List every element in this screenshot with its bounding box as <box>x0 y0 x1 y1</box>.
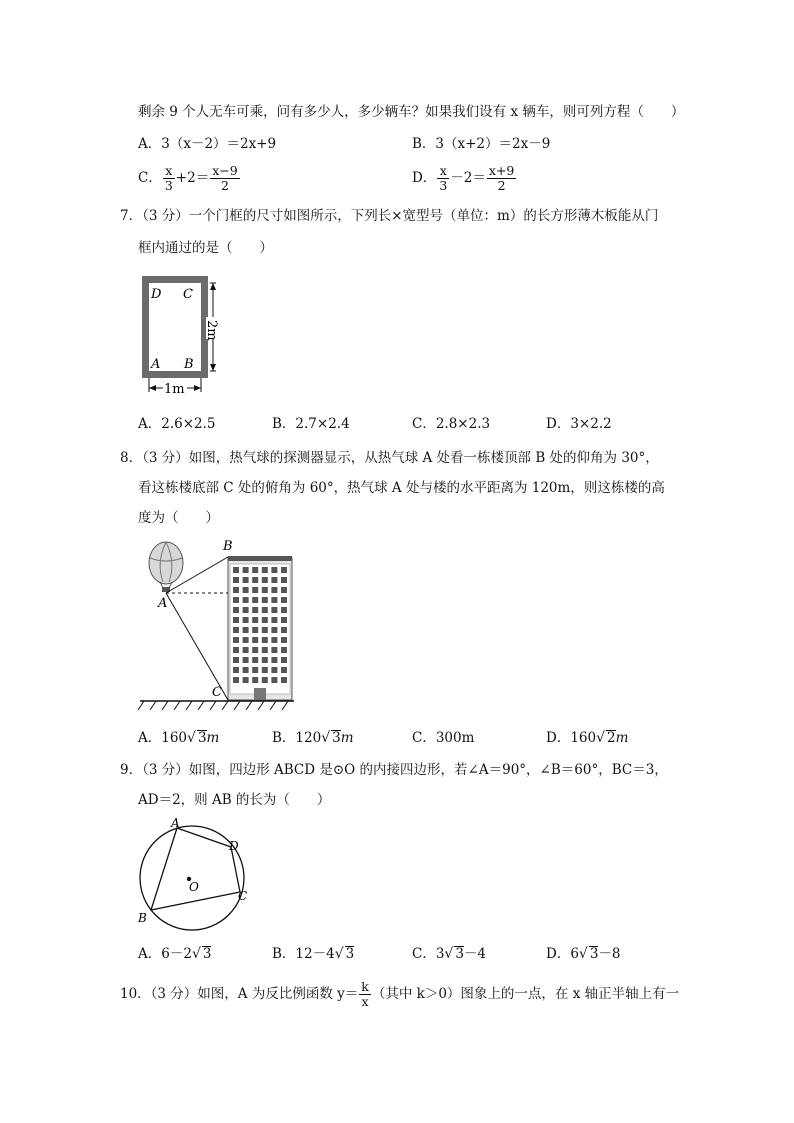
q10-line1 <box>120 980 679 1009</box>
q10-text-post: （其中 k＞0）图象上的一点，在 x 轴正半轴上有一 <box>371 986 680 1002</box>
window <box>243 567 249 573</box>
window <box>233 577 239 583</box>
window <box>233 657 239 663</box>
window <box>243 667 249 673</box>
vertex-d-label: D <box>229 839 239 853</box>
window <box>281 587 287 593</box>
radical-icon: √ <box>578 946 588 962</box>
radicand: 3 <box>455 946 464 962</box>
q6-option-d-label: D． <box>412 170 437 186</box>
unit: m <box>615 730 629 746</box>
window <box>252 607 258 613</box>
window <box>243 637 249 643</box>
door-frame-figure <box>136 272 246 402</box>
q8-line3: 度为（ ） <box>138 510 219 526</box>
option-text: C．3 <box>412 946 445 962</box>
building-icon <box>228 556 292 700</box>
hot-air-balloon-figure <box>136 536 306 716</box>
q9-option-c <box>412 944 486 964</box>
q6-option-c-label: C． <box>138 170 162 186</box>
window <box>271 627 277 633</box>
height-label: 2m <box>204 320 219 341</box>
q6-option-c <box>138 164 241 193</box>
hot-air-balloon-icon <box>149 542 183 592</box>
radicand: 3 <box>332 730 341 746</box>
q8-option-c: C．300m <box>412 730 475 746</box>
radical-icon: √ <box>444 946 454 962</box>
radical-icon: √ <box>191 946 201 962</box>
window <box>243 577 249 583</box>
window <box>262 587 268 593</box>
fraction <box>163 164 175 193</box>
window <box>233 567 239 573</box>
window <box>271 587 277 593</box>
unit: m <box>340 730 354 746</box>
q6-option-d-mid: －2＝ <box>450 170 486 186</box>
quadrilateral-abcd <box>151 828 240 910</box>
option-text: B．120 <box>272 730 322 746</box>
arrow-up-icon <box>210 283 216 290</box>
window <box>281 567 287 573</box>
option-text: D．6 <box>546 946 579 962</box>
fraction <box>359 980 371 1009</box>
ground-hatching <box>138 701 288 710</box>
window <box>262 677 268 683</box>
radicand: 2 <box>607 730 616 746</box>
window <box>262 637 268 643</box>
window <box>233 637 239 643</box>
window <box>271 657 277 663</box>
radical-icon: √ <box>321 730 331 746</box>
window <box>262 627 268 633</box>
window <box>252 657 258 663</box>
window <box>271 597 277 603</box>
q9-option-a <box>138 944 211 964</box>
q6-continuation: 剩余 9 个人无车可乘，问有多少人，多少辆车？如果我们设有 x 辆车，则可列方程（ ） <box>138 104 685 120</box>
window <box>233 677 239 683</box>
q6-option-c-mid: +2＝ <box>175 170 210 186</box>
window <box>281 637 287 643</box>
door-label-c: C <box>183 287 193 302</box>
window <box>252 577 258 583</box>
denominator: 2 <box>497 178 506 193</box>
window <box>252 647 258 653</box>
window <box>262 667 268 673</box>
q6-option-b: B．3（x+2）＝2x－9 <box>412 136 551 152</box>
q7-line1: 7．（3 分）一个门框的尺寸如图所示，下列长×宽型号（单位：m）的长方形薄木板能从门 <box>120 208 659 224</box>
door-label-b: B <box>184 357 194 372</box>
point-b-label: B <box>223 539 233 554</box>
window <box>243 597 249 603</box>
option-text: A．160 <box>138 730 188 746</box>
arrow-left-icon <box>149 385 156 391</box>
window <box>233 607 239 613</box>
option-text: －4 <box>463 946 487 962</box>
window <box>233 627 239 633</box>
window <box>262 567 268 573</box>
q7-line2: 框内通过的是（ ） <box>138 240 273 256</box>
radical-icon: √ <box>334 946 344 962</box>
arrow-right-icon <box>194 385 201 391</box>
window <box>281 597 287 603</box>
denominator: 3 <box>164 178 173 193</box>
center-o-label: O <box>189 880 199 894</box>
window <box>243 587 249 593</box>
door-label-a: A <box>151 357 161 372</box>
vertex-c-label: C <box>238 889 248 903</box>
denominator: 3 <box>439 178 448 193</box>
point-c-label: C <box>212 685 222 700</box>
window <box>262 597 268 603</box>
denominator: 2 <box>220 178 229 193</box>
door-label-d: D <box>151 287 162 302</box>
arrow-down-icon <box>210 364 216 371</box>
window <box>262 617 268 623</box>
circle-quadrilateral-figure <box>134 816 254 932</box>
q7-option-b: B．2.7×2.4 <box>272 416 350 432</box>
q6-option-a: A．3（x－2）＝2x+9 <box>138 136 277 152</box>
window <box>243 607 249 613</box>
q7-option-d: D．3×2.2 <box>546 416 612 432</box>
window <box>281 577 287 583</box>
radical-icon: √ <box>187 730 196 746</box>
numerator: x <box>163 164 175 179</box>
window <box>252 567 258 573</box>
window <box>233 587 239 593</box>
window <box>252 597 258 603</box>
window <box>252 667 258 673</box>
window <box>281 607 287 613</box>
q8-option-d <box>546 728 628 748</box>
q9-line2: AD＝2，则 AB 的长为（ ） <box>138 792 331 808</box>
window <box>281 647 287 653</box>
q9-option-d <box>546 944 621 964</box>
window <box>271 567 277 573</box>
window <box>252 627 258 633</box>
width-label: 1m <box>164 382 185 397</box>
q8-line2: 看这栋楼底部 C 处的俯角为 60°，热气球 A 处与楼的水平距离为 120m，则这栋楼的高 <box>138 480 665 496</box>
q9-option-b <box>272 944 354 964</box>
radicand: 3 <box>202 946 212 962</box>
numerator: x+9 <box>488 163 515 178</box>
fraction <box>437 164 449 193</box>
numerator: x <box>437 164 449 179</box>
option-text: D．160 <box>546 730 597 746</box>
q9-line1: 9．（3 分）如图，四边形 ABCD 是⊙O 的内接四边形，若∠A＝90°，∠B＝60°，BC＝3， <box>120 762 668 778</box>
q10-text-pre: 10．（3 分）如图，A 为反比例函数 y＝ <box>120 986 359 1002</box>
fraction <box>210 164 239 193</box>
vertex-a-label: A <box>171 816 180 830</box>
window <box>271 637 277 643</box>
window <box>262 657 268 663</box>
window <box>243 647 249 653</box>
window <box>262 647 268 653</box>
window <box>252 617 258 623</box>
radicand: 3 <box>197 730 207 746</box>
unit: m <box>206 730 220 746</box>
fraction <box>487 164 516 193</box>
window <box>243 657 249 663</box>
window <box>252 637 258 643</box>
radicand: 3 <box>345 946 355 962</box>
q8-option-b <box>272 728 354 748</box>
vertex-b-label: B <box>138 911 147 925</box>
window <box>262 577 268 583</box>
line-ac <box>166 593 228 700</box>
numerator: x−9 <box>212 163 238 178</box>
window <box>262 607 268 613</box>
option-text: －8 <box>598 946 621 962</box>
window <box>243 617 249 623</box>
point-a-label: A <box>158 596 168 611</box>
window <box>243 627 249 633</box>
window <box>233 597 239 603</box>
option-text: A．6－2 <box>138 946 192 962</box>
window <box>281 657 287 663</box>
numerator: k <box>361 979 369 994</box>
q8-line1: 8．（3 分）如图，热气球的探测器显示，从热气球 A 处看一栋楼顶部 B 处的仰角为 30°， <box>120 450 659 466</box>
window <box>243 677 249 683</box>
window <box>281 617 287 623</box>
radical-icon: √ <box>596 730 606 746</box>
window <box>233 667 239 673</box>
denominator: x <box>361 994 369 1009</box>
window <box>233 617 239 623</box>
window <box>271 677 277 683</box>
q8-option-a <box>138 728 219 748</box>
q6-option-d <box>412 164 517 193</box>
window <box>252 677 258 683</box>
window <box>281 677 287 683</box>
window <box>271 607 277 613</box>
window <box>281 627 287 633</box>
window <box>271 577 277 583</box>
q7-option-a: A．2.6×2.5 <box>138 416 216 432</box>
window <box>252 587 258 593</box>
window <box>271 617 277 623</box>
window <box>271 647 277 653</box>
option-text: B．12－4 <box>272 946 335 962</box>
window <box>271 667 277 673</box>
q7-option-c: C．2.8×2.3 <box>412 416 491 432</box>
radicand: 3 <box>589 946 599 962</box>
window <box>281 667 287 673</box>
window <box>233 647 239 653</box>
